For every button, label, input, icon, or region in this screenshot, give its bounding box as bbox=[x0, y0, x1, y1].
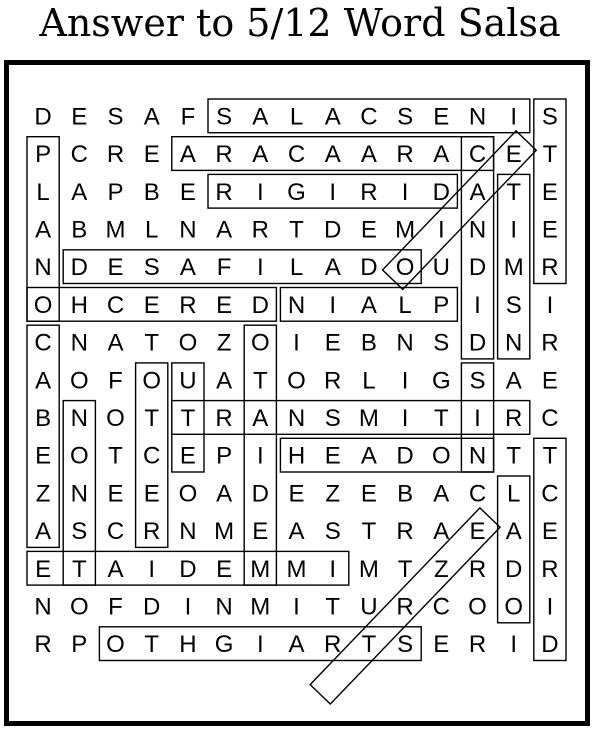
grid-letter: L bbox=[507, 480, 521, 508]
grid-letter: N bbox=[396, 329, 414, 357]
grid-letter: I bbox=[474, 404, 481, 432]
grid-letter: F bbox=[216, 254, 232, 282]
grid-letter: S bbox=[324, 404, 341, 432]
grid-letter: R bbox=[396, 141, 414, 169]
grid-letter: E bbox=[360, 216, 377, 244]
grid-letter: O bbox=[69, 442, 89, 470]
grid-letter: D bbox=[396, 442, 414, 470]
grid-letter: A bbox=[324, 254, 341, 282]
grid-letter: N bbox=[179, 518, 197, 546]
grid-letter: B bbox=[360, 329, 377, 357]
letter-grid bbox=[34, 103, 559, 658]
grid-letter: O bbox=[178, 480, 198, 508]
grid-letter: E bbox=[35, 442, 52, 470]
grid-letter: H bbox=[70, 291, 88, 319]
grid-letter: Z bbox=[216, 329, 232, 357]
grid-letter: R bbox=[468, 631, 487, 659]
grid-letter: S bbox=[71, 518, 88, 546]
grid-letter: F bbox=[108, 367, 123, 395]
grid-letter: E bbox=[35, 555, 52, 583]
grid-letter: L bbox=[36, 178, 50, 206]
grid-letter: A bbox=[216, 480, 233, 508]
grid-letter: A bbox=[35, 367, 52, 395]
grid-letter: E bbox=[216, 555, 233, 583]
grid-letter: T bbox=[71, 555, 87, 583]
grid-letter: A bbox=[360, 291, 377, 319]
grid-letter: D bbox=[541, 631, 559, 659]
page-title: Answer to 5/12 Word Salsa bbox=[39, 1, 561, 45]
grid-letter: D bbox=[468, 329, 487, 357]
grid-letter: M bbox=[503, 254, 524, 282]
grid-letter: E bbox=[143, 480, 160, 508]
grid-letter: T bbox=[361, 518, 377, 546]
grid-letter: R bbox=[251, 216, 269, 244]
grid-letter: I bbox=[546, 593, 554, 621]
grid-letter: L bbox=[145, 216, 159, 244]
grid-letter: E bbox=[71, 103, 88, 131]
grid-letter: E bbox=[505, 141, 522, 169]
grid-letter: A bbox=[252, 404, 269, 432]
grid-letter: G bbox=[214, 631, 234, 659]
grid-letter: E bbox=[360, 480, 377, 508]
grid-letter: L bbox=[289, 254, 304, 282]
grid-letter: D bbox=[34, 103, 52, 131]
grid-letter: A bbox=[433, 141, 450, 169]
grid-letter: O bbox=[250, 329, 270, 357]
grid-letter: A bbox=[143, 103, 160, 131]
grid-letter: I bbox=[510, 216, 518, 244]
grid-letter: R bbox=[541, 555, 559, 583]
grid-letter: C bbox=[468, 141, 487, 169]
grid-letter: I bbox=[401, 178, 409, 206]
answer-ring-cabeza bbox=[27, 325, 59, 547]
grid-letter: R bbox=[215, 404, 233, 432]
grid-letter: A bbox=[433, 480, 450, 508]
grid-letter: S bbox=[143, 254, 160, 282]
grid-letter: H bbox=[287, 442, 306, 470]
grid-letter: R bbox=[468, 555, 487, 583]
grid-letter: M bbox=[358, 555, 379, 583]
grid-letter: I bbox=[256, 631, 264, 659]
grid-letter: R bbox=[215, 178, 233, 206]
grid-letter: B bbox=[397, 480, 414, 508]
grid-letter: M bbox=[286, 555, 307, 583]
word-search-frame bbox=[4, 60, 590, 726]
grid-letter: I bbox=[329, 291, 337, 319]
grid-letter: E bbox=[433, 631, 450, 659]
grid-letter: M bbox=[395, 216, 416, 244]
grid-letter: E bbox=[541, 367, 558, 395]
grid-letter: A bbox=[35, 518, 52, 546]
grid-letter: L bbox=[398, 291, 412, 319]
grid-letter: I bbox=[329, 178, 337, 206]
grid-letter: E bbox=[288, 480, 305, 508]
grid-letter: F bbox=[108, 593, 123, 621]
grid-letter: S bbox=[107, 103, 124, 131]
grid-letter: D bbox=[505, 555, 523, 583]
grid-letter: C bbox=[34, 329, 52, 357]
grid-letter: I bbox=[293, 329, 300, 357]
grid-letter: I bbox=[401, 367, 409, 395]
grid-letter: T bbox=[433, 404, 449, 432]
grid-letter: O bbox=[106, 404, 125, 432]
grid-letter: T bbox=[108, 442, 123, 470]
grid-letter: C bbox=[70, 141, 88, 169]
grid-letter: A bbox=[360, 141, 377, 169]
grid-letter: A bbox=[469, 178, 486, 206]
grid-letter: E bbox=[541, 178, 558, 206]
grid-letter: D bbox=[70, 254, 88, 282]
grid-letter: T bbox=[144, 631, 160, 659]
grid-letter: C bbox=[106, 518, 125, 546]
grid-letter: R bbox=[360, 178, 378, 206]
grid-letter: U bbox=[432, 254, 450, 282]
grid-letter: M bbox=[250, 555, 271, 583]
grid-letter: O bbox=[468, 593, 487, 621]
grid-letter: E bbox=[143, 141, 160, 169]
grid-letter: A bbox=[107, 329, 124, 357]
grid-letter: H bbox=[179, 631, 197, 659]
grid-letter: I bbox=[401, 404, 409, 432]
grid-letter: C bbox=[360, 103, 378, 131]
grid-letter: I bbox=[437, 216, 445, 244]
grid-letter: A bbox=[252, 103, 269, 131]
grid-letter: P bbox=[35, 141, 52, 169]
grid-letter: R bbox=[541, 254, 559, 282]
grid-letter: T bbox=[180, 404, 196, 432]
grid-letter: C bbox=[287, 141, 306, 169]
grid-letter: S bbox=[505, 291, 522, 319]
word-search-grid bbox=[9, 65, 585, 721]
grid-letter: C bbox=[468, 480, 487, 508]
grid-letter: N bbox=[34, 593, 52, 621]
grid-letter: I bbox=[256, 254, 264, 282]
grid-letter: A bbox=[505, 518, 522, 546]
grid-letter: R bbox=[324, 631, 342, 659]
grid-letter: D bbox=[324, 216, 342, 244]
grid-letter: D bbox=[251, 291, 269, 319]
grid-letter: D bbox=[432, 178, 450, 206]
grid-letter: I bbox=[148, 555, 156, 583]
grid-letter: I bbox=[510, 103, 518, 131]
grid-letter: C bbox=[541, 480, 559, 508]
grid-letter: O bbox=[106, 631, 125, 659]
grid-letter: E bbox=[324, 329, 341, 357]
grid-letter: M bbox=[358, 404, 379, 432]
grid-letter: T bbox=[542, 442, 558, 470]
grid-letter: A bbox=[360, 442, 377, 470]
grid-letter: C bbox=[432, 593, 450, 621]
grid-letter: P bbox=[216, 442, 233, 470]
grid-letter: G bbox=[431, 367, 451, 395]
grid-letter: N bbox=[287, 404, 306, 432]
grid-letter: T bbox=[144, 404, 160, 432]
grid-letter: E bbox=[179, 442, 196, 470]
grid-letter: A bbox=[35, 216, 52, 244]
grid-letter: D bbox=[143, 593, 161, 621]
grid-letter: B bbox=[143, 178, 160, 206]
grid-letter: E bbox=[216, 291, 233, 319]
grid-letter: U bbox=[360, 593, 378, 621]
grid-letter: D bbox=[360, 254, 378, 282]
grid-letter: R bbox=[541, 329, 559, 357]
grid-letter: R bbox=[396, 518, 414, 546]
grid-letter: E bbox=[324, 442, 341, 470]
grid-letter: R bbox=[505, 404, 523, 432]
grid-letter: D bbox=[251, 480, 269, 508]
grid-letter: A bbox=[288, 631, 305, 659]
grid-letter: A bbox=[505, 367, 522, 395]
grid-letter: N bbox=[287, 291, 306, 319]
grid-letter: N bbox=[468, 216, 487, 244]
grid-letter: A bbox=[288, 518, 305, 546]
grid-letter: I bbox=[329, 555, 337, 583]
grid-letter: Z bbox=[433, 555, 449, 583]
grid-letter: T bbox=[506, 178, 522, 206]
grid-letter: L bbox=[289, 103, 304, 131]
grid-letter: Z bbox=[35, 480, 51, 508]
grid-letter: A bbox=[252, 141, 269, 169]
grid-letter: F bbox=[180, 103, 196, 131]
grid-letter: A bbox=[107, 555, 124, 583]
grid-letter: N bbox=[70, 480, 88, 508]
grid-letter: E bbox=[179, 178, 196, 206]
grid-letter: M bbox=[105, 216, 126, 244]
grid-letter: I bbox=[546, 291, 554, 319]
grid-letter: I bbox=[510, 631, 518, 659]
grid-letter: G bbox=[287, 178, 306, 206]
grid-letter: N bbox=[70, 404, 88, 432]
grid-letter: I bbox=[293, 593, 300, 621]
grid-letter: N bbox=[70, 329, 88, 357]
grid-letter: U bbox=[179, 367, 197, 395]
grid-letter: T bbox=[361, 631, 377, 659]
grid-letter: A bbox=[216, 367, 233, 395]
grid-letter: A bbox=[216, 216, 233, 244]
grid-letter: D bbox=[179, 555, 197, 583]
grid-letter: R bbox=[143, 518, 161, 546]
grid-letter: O bbox=[69, 593, 89, 621]
grid-letter: O bbox=[178, 329, 198, 357]
grid-letter: N bbox=[215, 593, 233, 621]
grid-letter: E bbox=[107, 254, 124, 282]
grid-letter: O bbox=[504, 593, 524, 621]
grid-letter: A bbox=[71, 178, 88, 206]
grid-letter: R bbox=[396, 593, 414, 621]
grid-letter: T bbox=[325, 593, 341, 621]
grid-letter: S bbox=[469, 367, 486, 395]
grid-letter: R bbox=[34, 631, 52, 659]
grid-letter: O bbox=[69, 367, 89, 395]
grid-letter: A bbox=[324, 103, 341, 131]
grid-letter: T bbox=[289, 216, 304, 244]
grid-letter: O bbox=[33, 291, 53, 319]
grid-letter: P bbox=[433, 291, 450, 319]
grid-letter: E bbox=[433, 103, 450, 131]
answer-ring-tcerid bbox=[534, 438, 566, 660]
grid-letter: R bbox=[324, 367, 342, 395]
grid-letter: T bbox=[144, 329, 160, 357]
grid-letter: I bbox=[256, 442, 264, 470]
grid-letter: Z bbox=[325, 480, 341, 508]
grid-letter: E bbox=[469, 518, 486, 546]
grid-letter: S bbox=[541, 103, 558, 131]
grid-letter: I bbox=[256, 178, 264, 206]
grid-letter: E bbox=[143, 291, 160, 319]
grid-letter: B bbox=[71, 216, 88, 244]
grid-letter: S bbox=[397, 631, 414, 659]
grid-letter: P bbox=[71, 631, 88, 659]
grid-letter: A bbox=[179, 141, 196, 169]
grid-letter: S bbox=[433, 329, 450, 357]
grid-letter: A bbox=[179, 254, 196, 282]
grid-letter: C bbox=[106, 291, 125, 319]
grid-letter: O bbox=[287, 367, 306, 395]
grid-letter: E bbox=[107, 480, 124, 508]
grid-letter: R bbox=[179, 291, 197, 319]
grid-letter: N bbox=[179, 216, 197, 244]
grid-letter: S bbox=[397, 103, 414, 131]
grid-letter: I bbox=[184, 593, 192, 621]
grid-letter: I bbox=[474, 291, 481, 319]
grid-letter: T bbox=[542, 141, 558, 169]
grid-letter: C bbox=[143, 442, 161, 470]
grid-letter: O bbox=[395, 254, 415, 282]
grid-letter: S bbox=[216, 103, 233, 131]
grid-letter: C bbox=[541, 404, 559, 432]
grid-letter: O bbox=[431, 442, 451, 470]
grid-letter: N bbox=[468, 103, 487, 131]
grid-letter: N bbox=[505, 329, 523, 357]
grid-letter: P bbox=[107, 178, 124, 206]
grid-letter: N bbox=[468, 442, 487, 470]
grid-letter: D bbox=[468, 254, 487, 282]
grid-letter: A bbox=[324, 141, 341, 169]
grid-letter: T bbox=[252, 367, 268, 395]
grid-letter: R bbox=[106, 141, 125, 169]
grid-letter: M bbox=[250, 593, 271, 621]
grid-letter: T bbox=[506, 442, 522, 470]
grid-letter: E bbox=[541, 518, 558, 546]
grid-letter: A bbox=[433, 518, 450, 546]
grid-letter: O bbox=[142, 367, 162, 395]
grid-letter: B bbox=[35, 404, 52, 432]
grid-letter: M bbox=[214, 518, 235, 546]
grid-letter: N bbox=[34, 254, 52, 282]
grid-letter: E bbox=[541, 216, 558, 244]
grid-letter: T bbox=[397, 555, 413, 583]
grid-letter: R bbox=[215, 141, 233, 169]
grid-letter: E bbox=[252, 518, 269, 546]
grid-letter: S bbox=[324, 518, 341, 546]
grid-letter: L bbox=[362, 367, 376, 395]
